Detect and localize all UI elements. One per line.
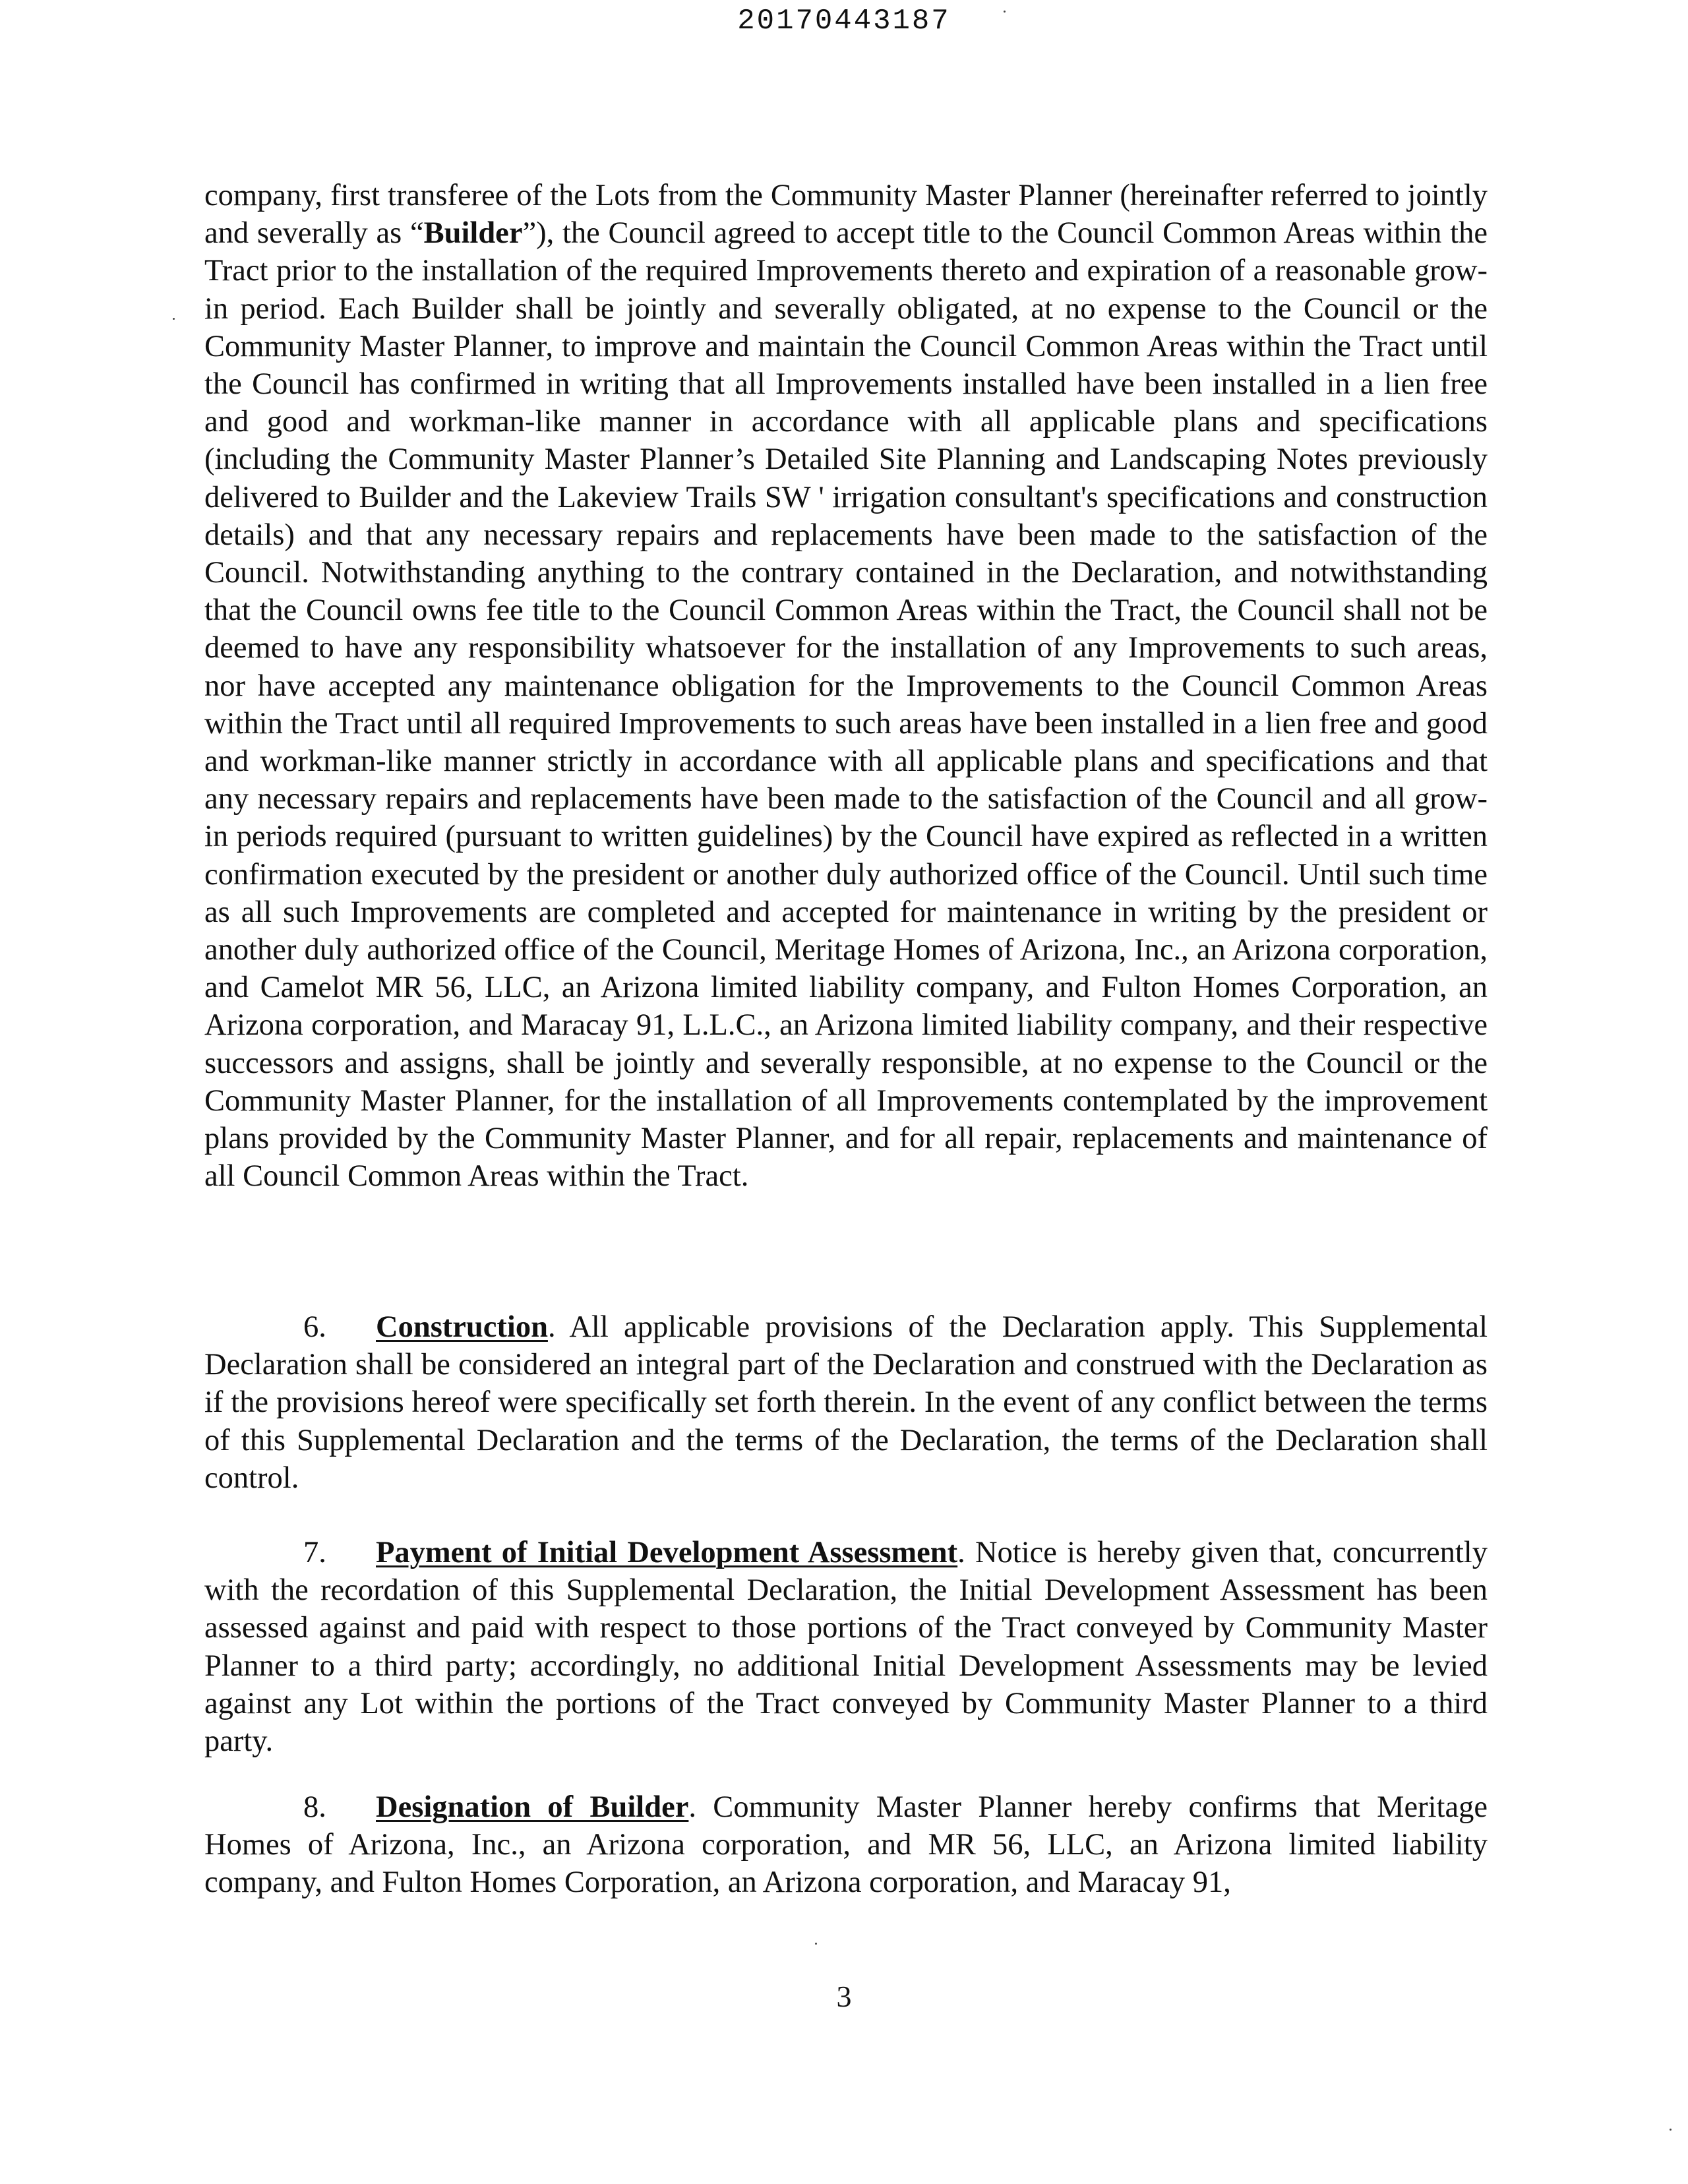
section-heading: Designation of Builder (376, 1790, 689, 1824)
paragraph-text (204, 1308, 1488, 1497)
section-heading: Payment of Initial Development Assessment (376, 1536, 958, 1569)
section-8 (204, 1788, 1488, 1902)
section-6 (204, 1308, 1488, 1497)
section-text: . All applicable provisions of the Declaration apply. This Supplemental Declaration shall be considered an integral part of the Declaration and construed with the Declaration as if the provisions hereof were specifically set forth therein. In the event of any conflict between the terms of this Supplemental Declaration and the terms of the Declaration, the terms of the Declaration shall control. (204, 1310, 1488, 1495)
section-heading: Construction (376, 1310, 548, 1344)
paragraph-text (204, 177, 1488, 1195)
section-7 (204, 1534, 1488, 1760)
section-text: . Community Master Planner hereby confirms that Meritage Homes of Arizona, Inc., an Arizona corporation, and MR 56, LLC, an Arizona limited liability company, and Fulton Homes Corporation, an Arizona corporation, and Maracay 91, (204, 1790, 1488, 1900)
text-part: company, first transferee of the Lots from the Community Master Planner (hereinafter referred to jointly and severally as “ (204, 179, 1488, 251)
section-number: 7. (303, 1536, 326, 1569)
scan-speck (815, 1943, 817, 1945)
paragraph-text (204, 1534, 1488, 1760)
scan-speck (173, 318, 175, 320)
section-number: 8. (303, 1790, 326, 1824)
page-number: 3 (836, 1980, 852, 2013)
scan-speck (1670, 2129, 1672, 2131)
scan-speck (1004, 11, 1006, 13)
section-number: 6. (303, 1310, 326, 1344)
continuation-paragraph (204, 177, 1488, 1195)
section-text: . Notice is hereby given that, concurrently with the recordation of this Supplemental Declaration, the Initial Development Assessment has been assessed against and paid with respect to those portions of the Tract conveyed by Community Master Planner to a third party; accordingly, no additional Initial Development Assessments may be levied against any Lot within the portions of the Tract conveyed by Community Master Planner to a third party. (204, 1536, 1488, 1759)
recording-number: 20170443187 (737, 5, 951, 38)
defined-term: Builder (423, 216, 523, 251)
text-part: ”), the Council agreed to accept title to the Council Common Areas within the Tract prior to the installation of the required Improvements thereto and expiration of a reasonable grow-in period. Each Builder shall be jointly and severally obligated, at no expense to the Council or the Community Master Planner, to improve and maintain the Council Common Areas within the Tract until the Council has confirmed in writing that all Improvements installed have been installed in a lien free and good and workman-like manner in accordance with all applicable plans and specifications (including the Community Master Planner’s Detailed Site Planning and Landscaping Notes previously delivered to Builder and the Lakeview Trails SW ' irrigation consultant's specifications and construction details) and that any necessary repairs and replacements have been made to the satisfaction of the Council. Notwithstanding anything to the contrary contained in the Declaration, and notwithstanding that the Council owns fee title to the Council Common Areas within the Tract, the Council shall not be deemed to have any responsibility whatsoever for the installation of any Improvements to such areas, nor have accepted any maintenance obligation for the Improvements to the Council Common Areas within the Tract until all required Improvements to such areas have been installed in a lien free and good and workman-like manner strictly in accordance with all applicable plans and specifications and that any necessary repairs and replacements have been made to the satisfaction of the Council and all grow-in periods required (pursuant to written guidelines) by the Council have expired as reflected in a written confirmation executed by the president or another duly authorized office of the Council. Until such time as all such Improvements are completed and accepted for maintenance in writing by the president or another duly authorized office of the Council, Meritage Homes of Arizona, Inc., an Arizona corporation, and Camelot MR 56, LLC, an Arizona limited liability company, and Fulton Homes Corporation, an Arizona corporation, and Maracay 91, L.L.C., an Arizona limited liability company, and their respective successors and assigns, shall be jointly and severally responsible, at no expense to the Council or the Community Master Planner, for the installation of all Improvements contemplated by the improvement plans provided by the Community Master Planner, and for all repair, replacements and maintenance of all Council Common Areas within the Tract. (204, 216, 1488, 1194)
paragraph-text (204, 1788, 1488, 1902)
